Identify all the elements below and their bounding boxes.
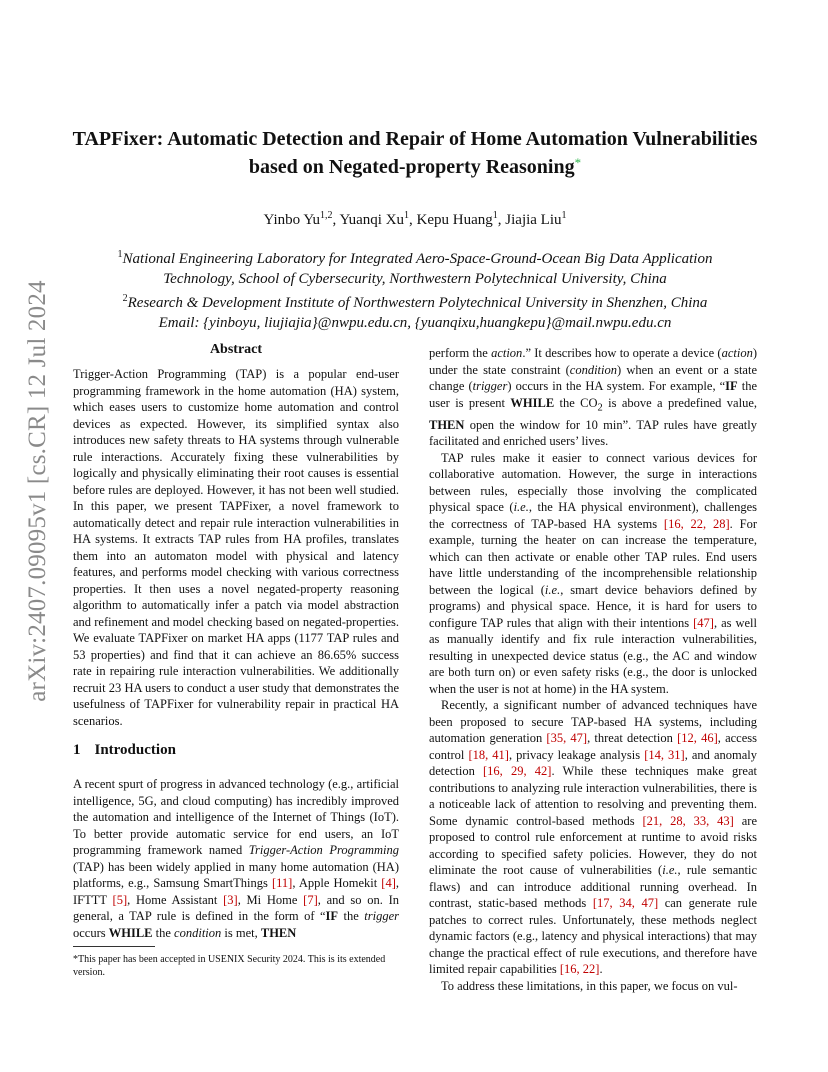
citation-link[interactable]: [16, 22] bbox=[559, 962, 600, 976]
author-emails[interactable]: Email: {yinboyu, liujiajia}@nwpu.edu.cn, {yuanqixu,huangkepu}@mail.nwpu.edu.cn bbox=[158, 315, 672, 331]
right-paragraph-1: perform the action.” It describes how to operate a device (action) under the state constraint (condition) when an event or a state change (trigger) occurs in the HA system. For example, “IF the user is present WHILE the $CO_2$ is above a predefined value, THEN open the window for 10 min”. TAP rules have greatly facilitated and enriched users’ lives. bbox=[429, 346, 757, 448]
citation-link[interactable]: [4] bbox=[381, 876, 396, 890]
citation-link[interactable]: [16, 29, 42] bbox=[483, 764, 552, 778]
author-name: Kepu Huang bbox=[416, 212, 493, 228]
title-line-2: based on Negated-property Reasoning bbox=[248, 156, 575, 178]
abstract-body bbox=[73, 366, 399, 729]
intro-paragraph-1: A recent spurt of progress in advanced technology (e.g., artificial intelligence, 5G, and cloud computing) has incredibly improved the automation and intelligence of the Internet of Things (IoT). To better provide automatic service for end users, an IoT programming framework named Trigger-Action Programming (TAP) has been widely applied in many home automation (HA) platforms, e.g., Samsung SmartThings [11], Apple Homekit [4], IFTTT [5], Home Assistant [3], Mi Home [7], and so on. In general, a TAP rule is defined in the form of “IF the trigger occurs WHILE the condition is met, THEN bbox=[73, 777, 400, 940]
paper-title bbox=[60, 127, 770, 179]
citation-link[interactable]: [7] bbox=[303, 892, 318, 907]
title-footnote-mark[interactable]: * bbox=[574, 155, 582, 170]
author-list: Yinbo Yu$^{1,2}$, Yuanqi Xu$^1$, Kepu Huang$^1$, Jiajia Liu$^1$ bbox=[263, 210, 567, 228]
citation-link[interactable]: [17, 34, 47] bbox=[592, 896, 659, 910]
right-paragraph-2: TAP rules make it easier to connect various devices for collaborative automation. However, the surge in interactions between rules, especially those involving the complicated physical space (i.e., the HA physical environment), challenges the correctness of TAP-based HA systems [16, 22, 28]. For example, turning the heater on can increase the temperature, which can then activate or enable other TAP rules. End users have little understanding of the incomprehensible relationship between the logical (i.e., smart device behaviors defined by programs) and physical space. Hence, it is hard for users to configure TAP rules that align with their intentions [47], as well as manually identify and fix rule interaction vulnerabilities, resulting in unexpected device status (e.g., the AC and window are both turn on) or even safety risks (e.g., the door is unlocked when the user is not at home) in the HA system. bbox=[429, 450, 758, 696]
citation-link[interactable]: [21, 28, 33, 43] bbox=[642, 813, 734, 828]
arxiv-identifier: arXiv:2407.09095v1 [cs.CR] 12 Jul 2024 bbox=[24, 280, 51, 702]
citation-link[interactable]: [16, 22, 28] bbox=[663, 516, 730, 531]
section-title: Introduction bbox=[94, 742, 176, 758]
right-column bbox=[429, 345, 757, 994]
section-heading-introduction bbox=[73, 742, 176, 759]
arxiv-sidebar bbox=[21, 262, 55, 720]
right-paragraph-4: To address these limitations, in this paper, we focus on vul- bbox=[441, 978, 738, 993]
citation-link[interactable]: [18, 41] bbox=[468, 747, 509, 762]
section-number: 1 bbox=[73, 742, 81, 758]
author-name: Jiajia Liu bbox=[505, 212, 562, 228]
affiliation-2: Research & Development Institute of Northwestern Polytechnical University in Shenzhen, China bbox=[127, 295, 708, 311]
citation-link[interactable]: [5] bbox=[112, 892, 128, 907]
affiliations: $^1$National Engineering Laboratory for Integrated Aero-Space-Ground-Ocean Big Data Application Technology, School of Cybersecurity, Northwestern Polytechnical University, China $^2$Research & Development Institute of Northwestern Polytechnical University in Shenzhen, China Email: {yinboyu, liujiajia}@nwpu.edu.cn, {yuanqixu,huangkepu}@mail.nwpu.edu.cn bbox=[60, 245, 770, 333]
abstract-text: Trigger-Action Programming (TAP) is a popular end-user programming framework in the home automation (HA) system, which eases users to customize home automation and control devices as expected. However, its simplified syntax also introduces new safety threats to HA systems through vulnerable rule interactions. Accurately fixing these vulnerabilities by logically and physically eliminating their root causes is essential before rules are deployed. However, it has not been well studied. In this paper, we present TAPFixer, a novel framework to automatically detect and repair rule interaction vulnerabilities in HA systems. It extracts TAP rules from HA profiles, translates them into an automaton model with physical and latency features, and performs model checking with various correctness properties. It then uses a novel negated-property reasoning algorithm to automatically infer a patch via model abstraction and refinement and model checking based on negated-properties. We evaluate TAPFixer on market HA apps (1177 TAP rules and 53 properties) and find that it can achieve an 86.65% success rate in repairing rule interaction vulnerabilities. We additionally recruit 23 HA users to conduct a user study that demonstrates the usefulness of TAPFixer for vulnerability repair in practical HA scenarios. bbox=[73, 367, 399, 728]
author-name: Yinbo Yu bbox=[263, 212, 321, 228]
footnote-rule bbox=[73, 946, 155, 947]
citation-link[interactable]: [3] bbox=[223, 892, 238, 907]
footnote bbox=[73, 953, 399, 979]
citation-link[interactable]: [35, 47] bbox=[546, 731, 588, 745]
citation-link[interactable]: [11] bbox=[271, 876, 293, 890]
citation-link[interactable]: [14, 31] bbox=[644, 747, 685, 762]
footnote-text: *This paper has been accepted in USENIX Security 2024. This is its extended version. bbox=[73, 954, 386, 978]
right-paragraph-3: Recently, a significant number of advanced techniques have been proposed to secure TAP-based HA systems, including automation generation [35, 47], threat detection [12, 46], access control [18, 41], privacy leakage analysis [14, 31], and anomaly detection [16, 29, 42]. While these techniques make great contributions to analyzing rule interaction vulnerabilities, there is a noticeable lack of attention to resolving and preventing them. Some dynamic control-based methods [21, 28, 33, 43] are proposed to control rule enforcement at runtime to avoid risks according to specified safety policies. However, they do not eliminate the root cause of vulnerabilities (i.e., rule semantic flaws) and can introduce additional running overhead. In contrast, static-based methods [17, 34, 47] can generate rule patches to correct rules. Unfortunately, these methods neglect dynamic factors (e.g., latency and physical interactions) that may change the practical effect of rule executions, and therefore have limited repair capabilities [16, 22]. bbox=[429, 698, 757, 976]
author-name: Yuanqi Xu bbox=[339, 212, 405, 228]
citation-link[interactable]: [47] bbox=[693, 615, 714, 630]
abstract-heading: Abstract bbox=[209, 342, 263, 357]
affiliation-1-line-1: National Engineering Laboratory for Integrated Aero-Space-Ground-Ocean Big Data Application bbox=[122, 251, 713, 267]
affiliation-1-line-2: Technology, School of Cybersecurity, Northwestern Polytechnical University, China bbox=[163, 271, 667, 287]
title-line-1: TAPFixer: Automatic Detection and Repair of Home Automation Vulnerabilities bbox=[72, 128, 758, 150]
citation-link[interactable]: [12, 46] bbox=[677, 731, 718, 745]
